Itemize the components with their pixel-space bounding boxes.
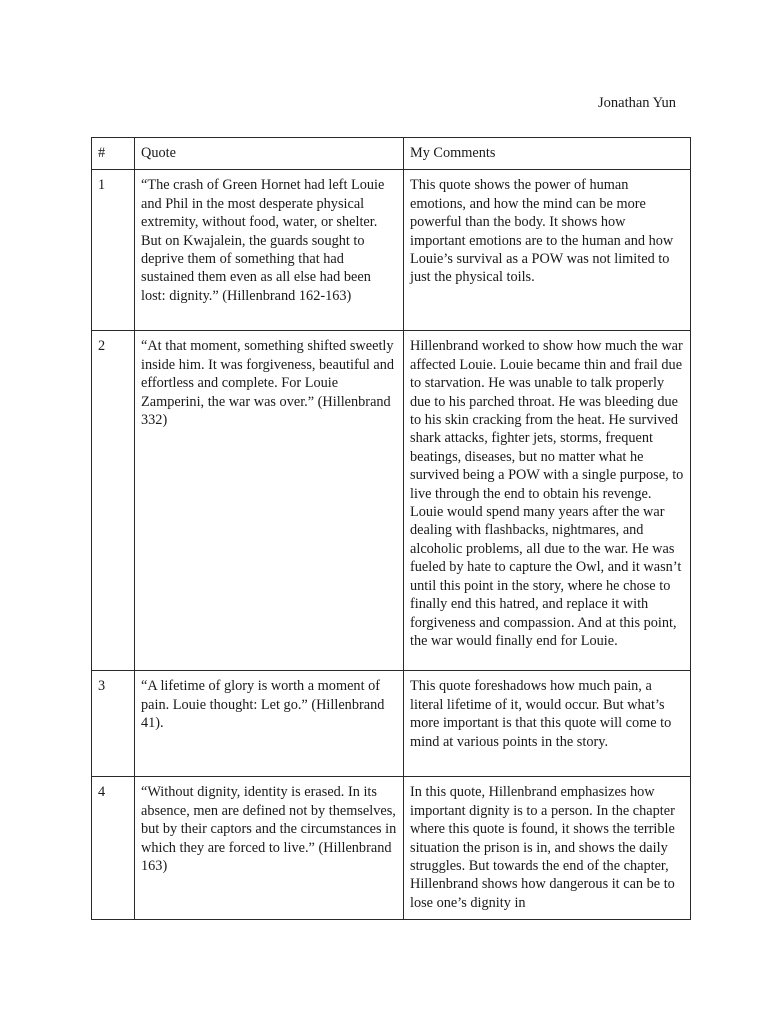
header-quote: Quote [135,138,404,170]
quote-cell: “At that moment, something shifted sweetly inside him. It was forgiveness, beautiful and effortless and complete. For Louie Zamperini, the war was over.” (Hillenbrand 332) [135,331,404,671]
quote-cell: “Without dignity, identity is erased. In its absence, men are defined not by themselves, but by their captors and the circumstances in which they are forced to live.” (Hillenbrand 163) [135,777,404,920]
table-row [92,331,691,671]
row-number: 2 [92,331,135,671]
quote-cell: “A lifetime of glory is worth a moment of pain. Louie thought: Let go.” (Hillenbrand 41). [135,671,404,777]
comment-cell: In this quote, Hillenbrand emphasizes how important dignity is to a person. In the chapter where this quote is found, it shows the terrible situation the prison is in, and shows the daily struggles. But towards the end of the chapter, Hillenbrand shows how dangerous it can be to lose one’s dignity in [404,777,691,920]
row-number: 4 [92,777,135,920]
table-row [92,671,691,777]
table-row [92,170,691,331]
header-number: # [92,138,135,170]
quote-cell: “The crash of Green Hornet had left Louie and Phil in the most desperate physical extremity, without food, water, or shelter. But on Kwajalein, the guards sought to deprive them of something that had sustained them even as all else had been lost: dignity.” (Hillenbrand 162-163) [135,170,404,331]
quote-table [91,137,691,920]
table-header-row [92,138,691,170]
author-name: Jonathan Yun [598,95,676,111]
comment-cell: Hillenbrand worked to show how much the war affected Louie. Louie became thin and frail due to starvation. He was unable to talk properly due to his parched throat. He was bleeding due to his skin cracking from the heat. He survived shark attacks, fighter jets, storms, frequent beatings, diseases, but no matter what he survived being a POW with a single purpose, to live through the end to obtain his revenge. Louie would spend many years after the war dealing with flashbacks, nightmares, and alcoholic problems, all due to the war. He was fueled by hate to capture the Owl, and it wasn’t until this point in the story, where he chose to finally end this hatred, and replace it with forgiveness and compassion. And at this point, the war would finally end for Louie. [404,331,691,671]
header-comments: My Comments [404,138,691,170]
row-number: 3 [92,671,135,777]
comment-cell: This quote foreshadows how much pain, a literal lifetime of it, would occur. But what’s more important is that this quote will come to mind at various points in the story. [404,671,691,777]
table-row [92,777,691,920]
comment-cell: This quote shows the power of human emotions, and how the mind can be more powerful than the body. It shows how important emotions are to the human and how Louie’s survival as a POW was not limited to just the physical toils. [404,170,691,331]
row-number: 1 [92,170,135,331]
